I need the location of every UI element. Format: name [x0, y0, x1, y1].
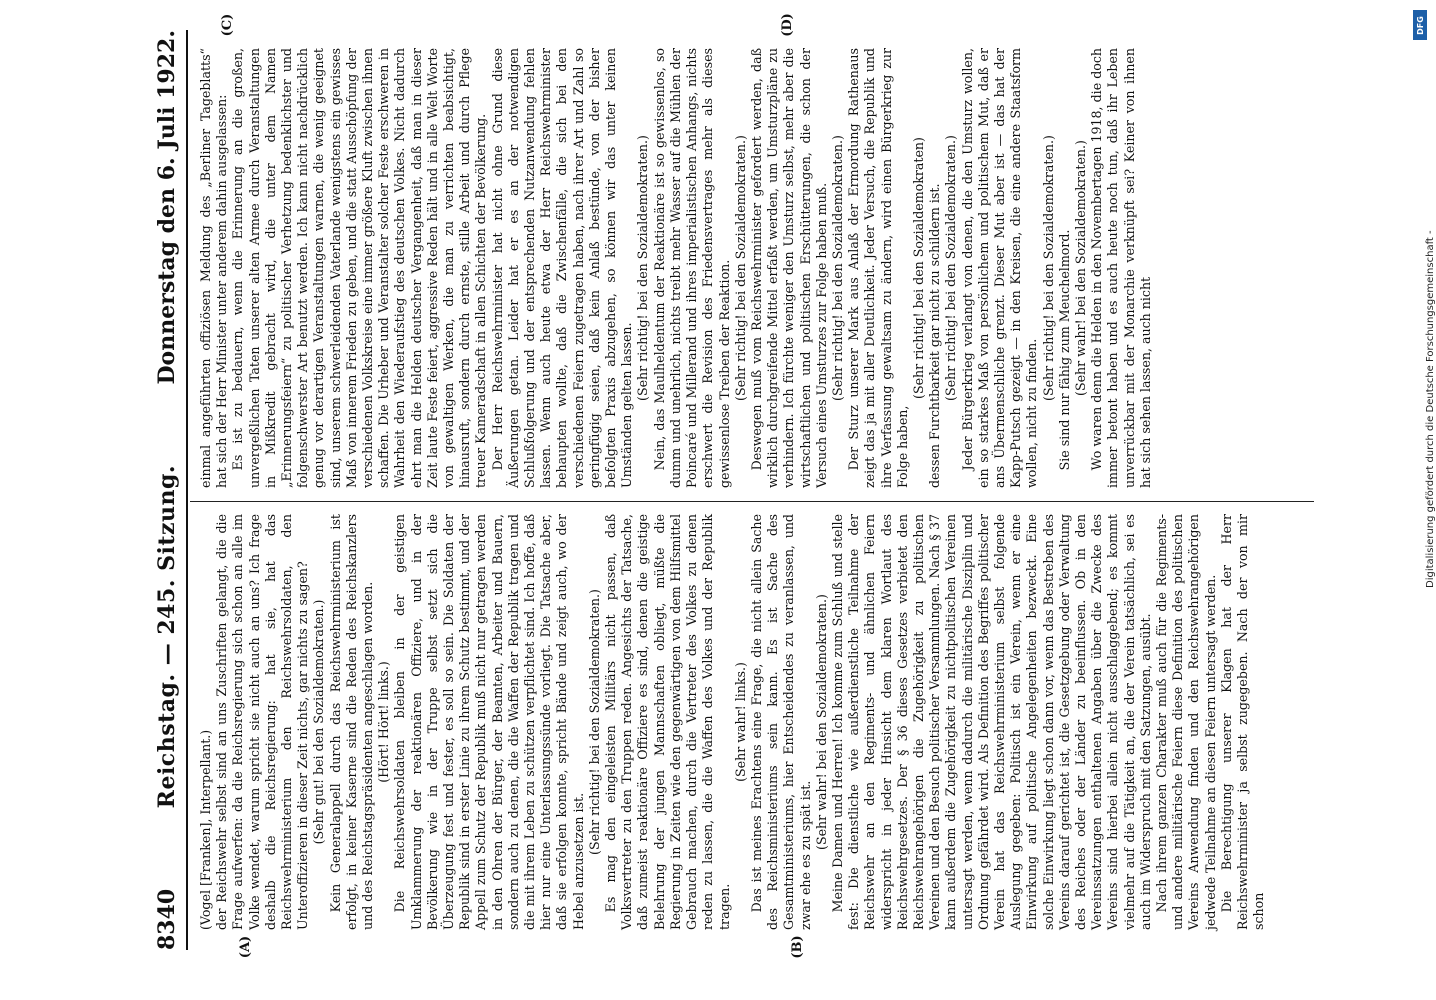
margin-marker-a: (A): [238, 935, 253, 959]
running-head: [150, 30, 184, 950]
interjection: (Sehr gut! bei den Sozialdemokraten.): [311, 599, 327, 845]
paragraph: Deswegen muß vom Reichswehrminister gefordert werden, daß wirklich durchgreifende Mittel erfaßt werden, um Umsturzpläne zu verhindern. Ich fürchte weniger den Umsturz selbst, mehr aber die wirtschaftlichen und politischen Erschütterungen, die schon der Versuch eines Umsturzes zur Folge haben muß.: [748, 48, 829, 488]
paragraph: Der Herr Reichswehrminister hat nicht ohne Grund diese Äußerungen getan. Leider hat er es an der notwendigen Schlußfolgerung und der entsprechenden Nutzanwendung fehlen lassen. Wenn auch heute etwa der Herr Reichswehrminister behaupten wollte, daß die Zwischenfälle, die sich bei den verschiedenen Feiern zugetragen haben, nach ihrer Art und Zahl so geringfügig seien, daß kein Anlaß bestünde, von der bisher befolgten Praxis abzugehen, so können wir das unter keinen Umständen gelten lassen.: [489, 48, 635, 488]
margin-marker-d: (D): [780, 13, 795, 37]
session-title: Reichstag. — 245. Sitzung.: [154, 464, 180, 809]
paragraph: Die Berechtigung unserer Klagen hat der Herr Reichswehrminister ja selbst zugegeben. Nach der von mir schon: [1218, 514, 1267, 930]
digitization-credit: [1412, 8, 1436, 588]
paragraph: Sie sind nur fähig zum Meuchelmord.: [1056, 229, 1072, 471]
margin-marker-b: (B): [790, 935, 805, 959]
paragraph: Der Sturz unserer Mark aus Anlaß der Ermordung Rathenaus zeigt das ja mit aller Deutlichkeit. Jeder Versuch, die Republik und ihre Verfassung gewaltsam zu ändern, wird einen Bürgerkrieg zur Folge haben,: [846, 48, 910, 488]
paragraph: Die Reichswehrsoldaten bleiben in der geistigen Umklammerung der reaktionären Offiziere, und in der Bevölkerung wie in der Truppe selbst setzt sich die Überzeugung fest und fester, es soll so sein. Die Soldaten der Republik sind in erster Linie zu ihrem Schutz bestimmt, und der Appell zum Schutz der Republik muß nicht nur getragen werden in den Ohren der Bürger, der Beamten, Arbeiter und Bauern, sondern auch zu denen, die die Waffen der Republik tragen und die mit ihrem Leben zu schützen verpflichtet sind. Ich hoffe, daß hier nur eine Unterlassungssünde vorliegt. Die Tatsache aber, daß sie erfolgen konnte, spricht Bände und zeigt auch, wo der Hebel anzusetzen ist.: [392, 514, 586, 930]
quotation: Es ist zu bedauern, wenn die Erinnerung an die großen, unvergeßlichen Taten unserer alten Armee durch Veranstaltungen in Mißkredit gebracht wird, die unter dem Namen „Erinnerungsfeiern“ zu politischer Verhetzung bedenklichster und folgenschwerster Art benutzt werden. Ich kann nicht nachdrücklich genug vor derartigen Veranstaltungen warnen, die wenig geeignet sind, unserem schwerleidenden Vaterlande wenigstens ein gewisses Maß von innerem Frieden zu geben, und die statt Ausschöpfung der verschiedenen Volkskreise eine immer größere Kluft zwischen ihnen schaffen. Die Urheber und Veranstalter solcher Feste erschweren in Wahrheit den Wiederaufstieg des deutschen Volkes. Nicht dadurch ehrt man die Helden deutscher Vergangenheit, daß man in dieser Zeit laute Feste feiert, aggressive Reden hält und in alle Welt Worte von gewaltigen Werken, die man zu verrichten beabsichtigt, hinausruft, sondern durch ernste, stille Arbeit und durch Pflege treuer Kameradschaft in allen Schichten der Bevölkerung.: [230, 48, 489, 488]
margin-marker-c: (C): [220, 13, 235, 37]
interjection: (Sehr richtig! bei den Sozialdemokraten): [910, 137, 926, 399]
interjection: (Sehr richtig! bei den Sozialdemokraten.): [829, 135, 845, 401]
interjection: (Sehr wahr! bei den Sozialdemokraten.): [1072, 140, 1088, 396]
paragraph: einmal angeführten offiziösen Meldung des „Berliner Tageblatts“ hat sich der Herr Minister unter anderem dahin ausgelassen:: [198, 48, 230, 488]
interjection: (Sehr richtig! bei den Sozialdemokraten.): [635, 135, 651, 401]
interjection: (Sehr richtig! bei den Sozialdemokraten.): [943, 135, 959, 401]
interjection: (Sehr wahr! links.): [732, 662, 748, 782]
interjection: (Sehr richtig! bei den Sozialdemokraten.): [732, 135, 748, 401]
session-date: Donnerstag den 6. Juli 1922.: [154, 30, 180, 385]
paragraph: Meine Damen und Herren! Ich komme zum Schluß und stelle fest: Die dienstliche wie außerdienstliche Teilnahme der Reichswehr an den Regiments- und ähnlichen Feiern widerspricht in jeder Hinsicht dem klaren Wortlaut des Reichswehrgesetzes. Der § 36 dieses Gesetzes verbietet den Reichswehrangehörigen die Zugehörigkeit zu politischen Vereinen und den Besuch politischer Versammlungen. Nach § 37 kann außerdem die Zugehörigkeit zu nichtpolitischen Vereinen untersagt werden, wenn dadurch die militärische Disziplin und Ordnung gefährdet wird. Als Definition des Begriffes politischer Verein hat das Reichswehrministerium selbst folgende Auslegung gegeben: Politisch ist ein Verein, wenn er eine Einwirkung auf politische Angelegenheiten bezweckt. Eine solche Einwirkung liegt schon dann vor, wenn das Bestreben des Vereins darauf gerichtet ist, die Gesetzgebung oder Verwaltung des Reiches oder der Länder zu beeinflussen. Ob in den Vereinssatzungen enthaltenen Angaben über die Zwecke des Vereins sind hierbei allein nicht ausschlaggebend; es kommt vielmehr auf die Tätigkeit an, die der Verein tatsächlich, sei es auch im Widerspruch mit den Satzungen, ausübt.: [829, 514, 1153, 930]
dfg-logo-text: DFG: [1415, 15, 1425, 35]
paragraph: Nach ihrem ganzen Charakter muß auch für die Regiments- und andere militärische Feiern diese Definition des politischen Vereins Anwendung finden und den Reichswehrangehörigen jedwede Teilnahme an diesen Feiern untersagt werden.: [1153, 514, 1218, 930]
page-number: 8340: [154, 888, 180, 950]
paragraph: Jeder Bürgerkrieg verlangt von denen, die den Umsturz wollen, ein so starkes Maß von persönlichem und politischem Mut, daß er ans Übermenschliche grenzt. Dieser Mut aber ist — das hat der Kapp-Putsch gezeigt — in den Kreisen, die eine andere Staatsform wollen, nicht zu finden.: [959, 48, 1040, 488]
paragraph: Das ist meines Erachtens eine Frage, die nicht allein Sache des Reichsministeriums sein kann. Es ist Sache des Gesamtministeriums, hier Entscheidendes zu veranlassen, und zwar ehe es zu spät ist.: [748, 514, 813, 930]
paragraph: Nein, das Maulheldentum der Reaktionäre ist so gewissenlos, so dumm und unehrlich, nichts treibt mehr Wasser auf die Mühlen der Poincaré und Millerand und ihres imperialistischen Anhangs, nichts erschwert die Revision des Friedensvertrages mehr als dieses gewissenlose Treiben der Reaktion.: [651, 48, 732, 488]
header-rule: [186, 30, 188, 950]
interjection: (Sehr richtig! bei den Sozialdemokraten.): [586, 589, 602, 855]
interjection: (Sehr wahr! bei den Sozialdemokraten.): [813, 594, 829, 850]
left-column: [198, 514, 1324, 930]
paragraph: Es mag den eingeleisten Militärs nicht passen, daß Volksvertreter zu den Truppen reden. Angesichts der Tatsache, daß zumeist reaktionäre Offiziere es sind, denen die geistige Belehrung der jungen Mannschaften obliegt, müßte die Regierung in Zeiten wie den gegenwärtigen von dem Hilfsmittel Gebrauch machen, durch die Vertreter des Volkes zu denen reden zu lassen, die die Waffen des Volkes und der Republik tragen.: [603, 514, 732, 930]
credit-text: Digitalisierung gefördert durch die Deutsche Forschungsgemeinschaft -: [1425, 230, 1436, 588]
paragraph: Wo waren denn die Helden in den Novembertagen 1918, die doch immer betont haben und es auch heute noch tun, daß ihr Leben unverrückbar mit der Monarchie verknüpft sei? Keiner von ihnen hat sich sehen lassen, auch nicht: [1089, 48, 1153, 488]
right-column: [198, 48, 1324, 488]
paragraph: Kein Generalappell durch das Reichswehrministerium ist erfolgt, in keiner Kaserne sind die Reden des Reichskanzlers und des Reichstagspräsidenten angeschlagen worden.: [327, 514, 376, 930]
paragraph: der Reichswehr selbst sind an uns Zuschriften gelangt, die die Frage aufwerfen: da die Reichsregierung sich schon an alle im Volke wendet, warum spricht sie nicht auch an uns? Ich frage deshalb die Reichsregierung: hat sie, hat das Reichswehrministerium den Reichswehrsoldaten, den Unteroffizieren in dieser Zeit nichts, gar nichts zu sagen?: [214, 514, 311, 930]
interjection: (Hört! Hört! links.): [376, 661, 392, 783]
speaker-line: (Vogel [Franken], Interpellant.): [198, 729, 213, 930]
paragraph: dessen Furchtbarkeit gar nicht zu schildern ist.: [927, 183, 943, 488]
interjection: (Sehr richtig! bei den Sozialdemokraten.): [1040, 135, 1056, 401]
column-divider: [190, 501, 1314, 502]
